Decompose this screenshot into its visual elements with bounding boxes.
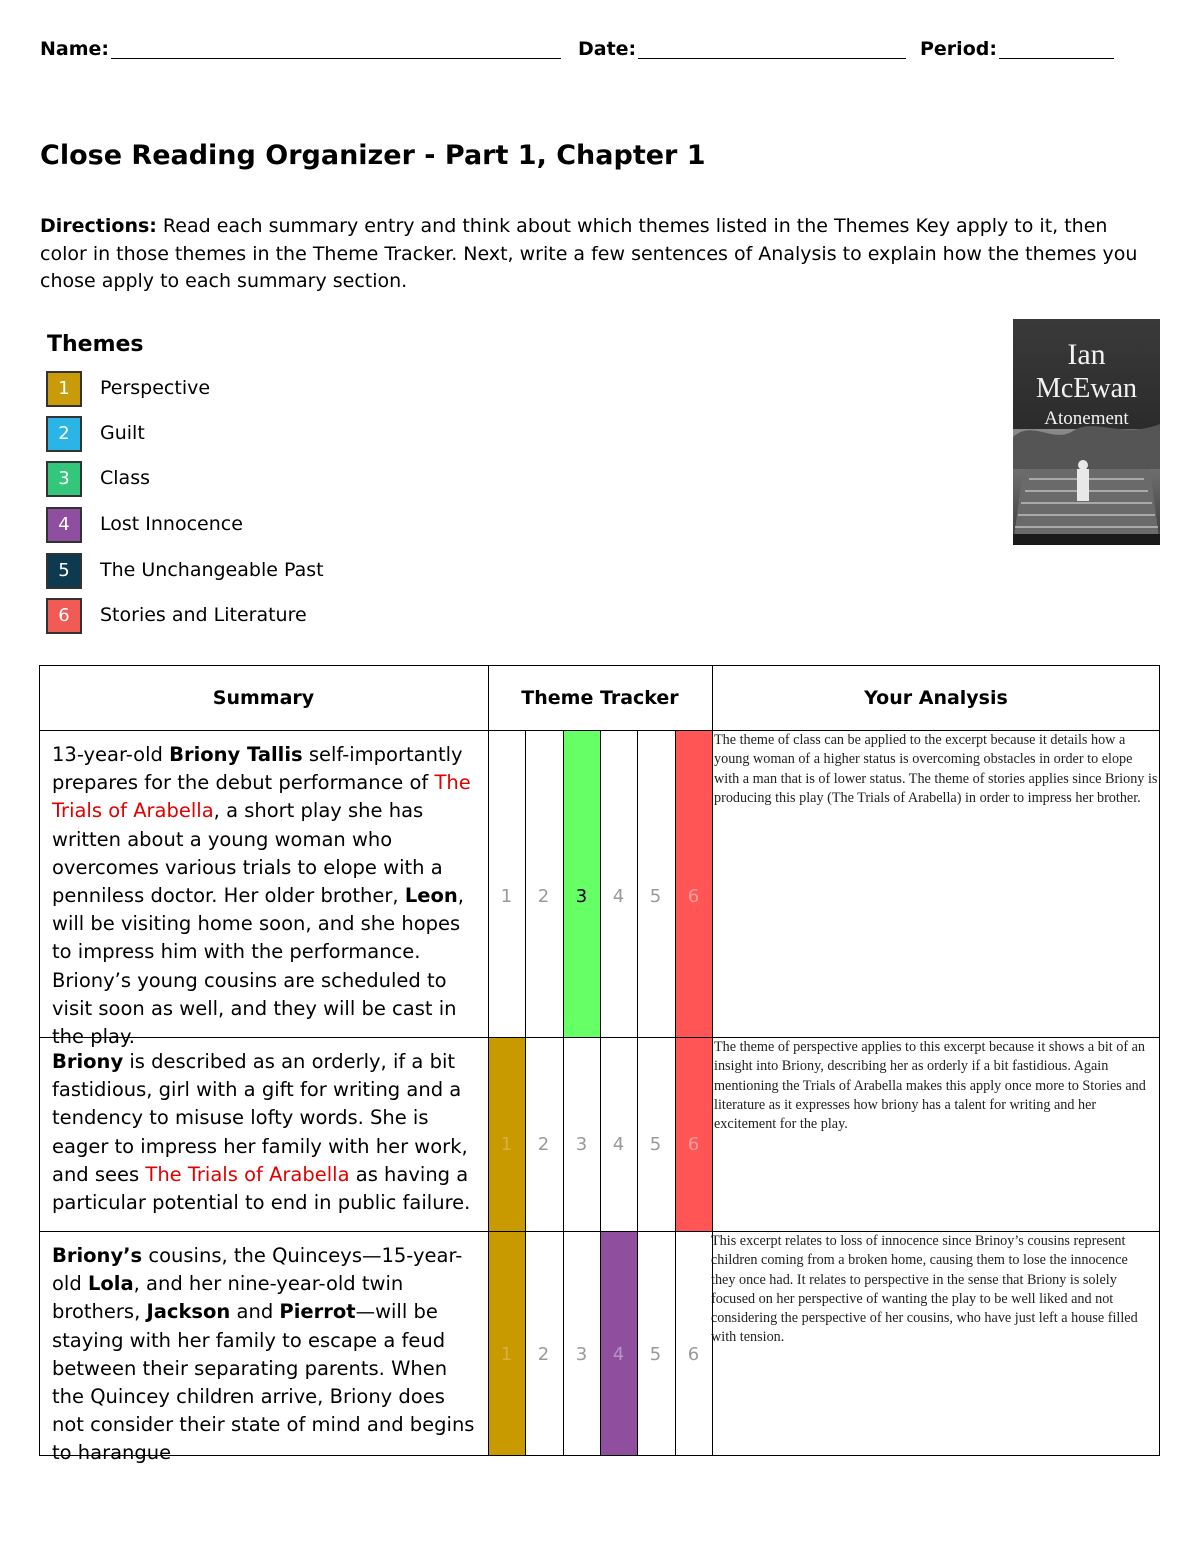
summary-cell — [52, 1242, 477, 1468]
period-label: Period: — [920, 38, 997, 60]
name-field[interactable] — [40, 38, 561, 60]
summary-text: —will be staying with her family to escape a feud between their separating parents. When the Quincey children arrive, Briony does not consider their state of mind and begins to harangue — [52, 1300, 475, 1465]
summary-cell — [52, 1048, 477, 1217]
theme-tracker-number: 6 — [687, 1344, 700, 1365]
summary-text: and — [230, 1300, 280, 1324]
grid-hline — [39, 1455, 1160, 1456]
summary-text: 13-year-old — [52, 743, 170, 766]
summary-name: Lola — [87, 1272, 134, 1296]
theme-color-swatch: 2 — [46, 416, 82, 452]
directions — [40, 213, 1150, 296]
theme-tracker-number: 6 — [687, 1134, 700, 1155]
theme-color-swatch: 5 — [46, 553, 82, 589]
directions-text: Read each summary entry and think about which themes listed in the Themes Key apply to it, then color in those themes in the Theme Tracker. Next, write a few sentences of Analysis to explain how the themes you chose apply to each summary section. — [40, 215, 1138, 292]
theme-tracker-cell-1[interactable] — [488, 1231, 525, 1455]
theme-label: Lost Innocence — [100, 513, 243, 535]
theme-label: Class — [100, 467, 150, 489]
grid-hline — [39, 665, 1160, 666]
organizer-table — [39, 665, 1160, 1465]
book-title: Atonement — [1044, 408, 1129, 429]
theme-tracker-number: 4 — [612, 886, 625, 907]
theme-tracker-number: 4 — [612, 1134, 625, 1155]
analysis-cell[interactable]: This excerpt relates to loss of innocence since Brinoy’s cousins represent children coming from a broken home, causing them to lose the innocence they once had. It relates to perspective in the sense that Briony is solely focused on her perspective of wanting the play to be well liked and not considering the perspective of her cousins, who have just left a house filled with tension. — [711, 1233, 1138, 1346]
theme-tracker-cell-6[interactable] — [675, 1231, 712, 1455]
summary-text: cousins, the Quinceys—15-year-old — [52, 1244, 463, 1296]
date-blank[interactable] — [638, 38, 906, 59]
summary-text: is described as an orderly, if a bit fastidious, girl with a gift for writing and a tendency to misuse lofty words. She is eager to impress her family with her work, and sees — [52, 1050, 468, 1186]
theme-tracker-number: 2 — [537, 1344, 550, 1365]
book-cover-image — [1013, 319, 1160, 545]
grid-vline — [39, 665, 40, 1455]
themes-title: Themes — [47, 332, 144, 357]
grid-vline — [675, 730, 676, 1455]
theme-tracker-cell-5[interactable] — [637, 730, 674, 1037]
summary-name: Briony’s — [52, 1244, 143, 1267]
directions-label: Directions: — [40, 215, 157, 237]
page-title: Close Reading Organizer - Part 1, Chapter 1 — [40, 140, 706, 171]
grid-vline — [600, 730, 601, 1455]
theme-tracker-cell-4[interactable] — [600, 1231, 637, 1455]
theme-tracker-number: 1 — [500, 1134, 513, 1155]
name-blank[interactable] — [111, 38, 561, 59]
theme-label: Stories and Literature — [100, 604, 307, 626]
summary-text: , will be visiting home soon, and she hopes to impress him with the performance. Briony’s young cousins are scheduled to visit soon as well, and they will be cast in the play. — [52, 884, 464, 1049]
summary-name: Leon — [404, 884, 458, 908]
theme-tracker-number: 5 — [649, 886, 662, 907]
grid-vline — [488, 665, 489, 1455]
theme-tracker-number: 1 — [500, 886, 513, 907]
theme-color-swatch: 4 — [46, 507, 82, 543]
summary-play-title: The Trials of Arabella — [145, 1162, 350, 1186]
book-author-first: Ian — [1067, 338, 1106, 371]
theme-label: Perspective — [100, 377, 211, 399]
summary-name: Jackson — [146, 1300, 231, 1324]
period-blank[interactable] — [999, 38, 1114, 59]
header-your-analysis: Your Analysis — [864, 687, 1008, 709]
theme-label: Guilt — [100, 422, 145, 444]
header-summary: Summary — [212, 687, 315, 709]
theme-color-swatch: 1 — [46, 371, 82, 407]
theme-tracker-cell-3[interactable] — [563, 730, 600, 1037]
theme-tracker-number: 5 — [649, 1134, 662, 1155]
summary-text: self-importantly prepares for the debut performance of — [52, 743, 463, 795]
theme-tracker-cell-3[interactable] — [563, 1231, 600, 1455]
grid-vline — [563, 730, 564, 1455]
theme-color-swatch: 6 — [46, 598, 82, 634]
summary-text: , and her nine-year-old twin brothers, — [52, 1272, 404, 1324]
grid-vline — [637, 730, 638, 1455]
theme-tracker-number: 4 — [612, 1344, 625, 1365]
summary-name: Briony — [52, 1050, 124, 1073]
theme-tracker-number: 1 — [500, 1344, 513, 1365]
theme-tracker-number: 3 — [575, 1344, 588, 1365]
theme-label: The Unchangeable Past — [100, 559, 324, 581]
period-field[interactable] — [920, 38, 1114, 60]
theme-tracker-cell-4[interactable] — [600, 730, 637, 1037]
summary-name: Pierrot — [279, 1300, 356, 1324]
name-label: Name: — [40, 38, 110, 60]
grid-vline — [1159, 665, 1160, 1455]
theme-tracker-number: 5 — [649, 1344, 662, 1365]
theme-tracker-cell-2[interactable] — [525, 1231, 562, 1455]
grid-vline — [525, 730, 526, 1455]
theme-tracker-number: 6 — [687, 886, 700, 907]
theme-tracker-cell-1[interactable] — [488, 730, 525, 1037]
summary-text: , a short play she has written about a young woman who overcomes various trials to elope with a penniless doctor. Her older brother, — [52, 799, 443, 908]
grid-vline — [712, 665, 713, 1455]
theme-tracker-number: 2 — [537, 1134, 550, 1155]
date-label: Date: — [578, 38, 637, 60]
analysis-cell[interactable]: The theme of perspective applies to this excerpt because it shows a bit of an insight into Briony, describing her as orderly if a bit fastidious. Again mentioning the Trials of Arabella makes this apply once more to Stories and literature as it expresses how briony has a talent for writing and her excitement for the play. — [714, 1039, 1146, 1133]
date-field[interactable] — [578, 38, 906, 60]
summary-name: Briony Tallis — [169, 743, 303, 766]
theme-tracker-cell-5[interactable] — [637, 1231, 674, 1455]
theme-tracker-number: 3 — [575, 1134, 588, 1155]
summary-cell — [52, 741, 477, 1051]
header-theme-tracker: Theme Tracker — [521, 687, 679, 709]
theme-tracker-cell-2[interactable] — [525, 730, 562, 1037]
summary-text: as having a particular potential to end in public failure. — [52, 1162, 471, 1215]
summary-play-title: The Trials of Arabella — [52, 771, 471, 823]
analysis-cell[interactable]: The theme of class can be applied to the excerpt because it details how a young woman of a higher status is overcoming obstacles in order to elope with a man that is of lower status. The theme of stories applies since Briony is producing this play (The Trials of Arabella) in order to impress her brother. — [714, 732, 1158, 806]
theme-tracker-cell-6[interactable] — [675, 730, 712, 1037]
theme-color-swatch: 3 — [46, 461, 82, 497]
theme-tracker-number: 3 — [575, 886, 588, 907]
book-author-last: McEwan — [1035, 373, 1138, 404]
theme-tracker-number: 2 — [537, 886, 550, 907]
